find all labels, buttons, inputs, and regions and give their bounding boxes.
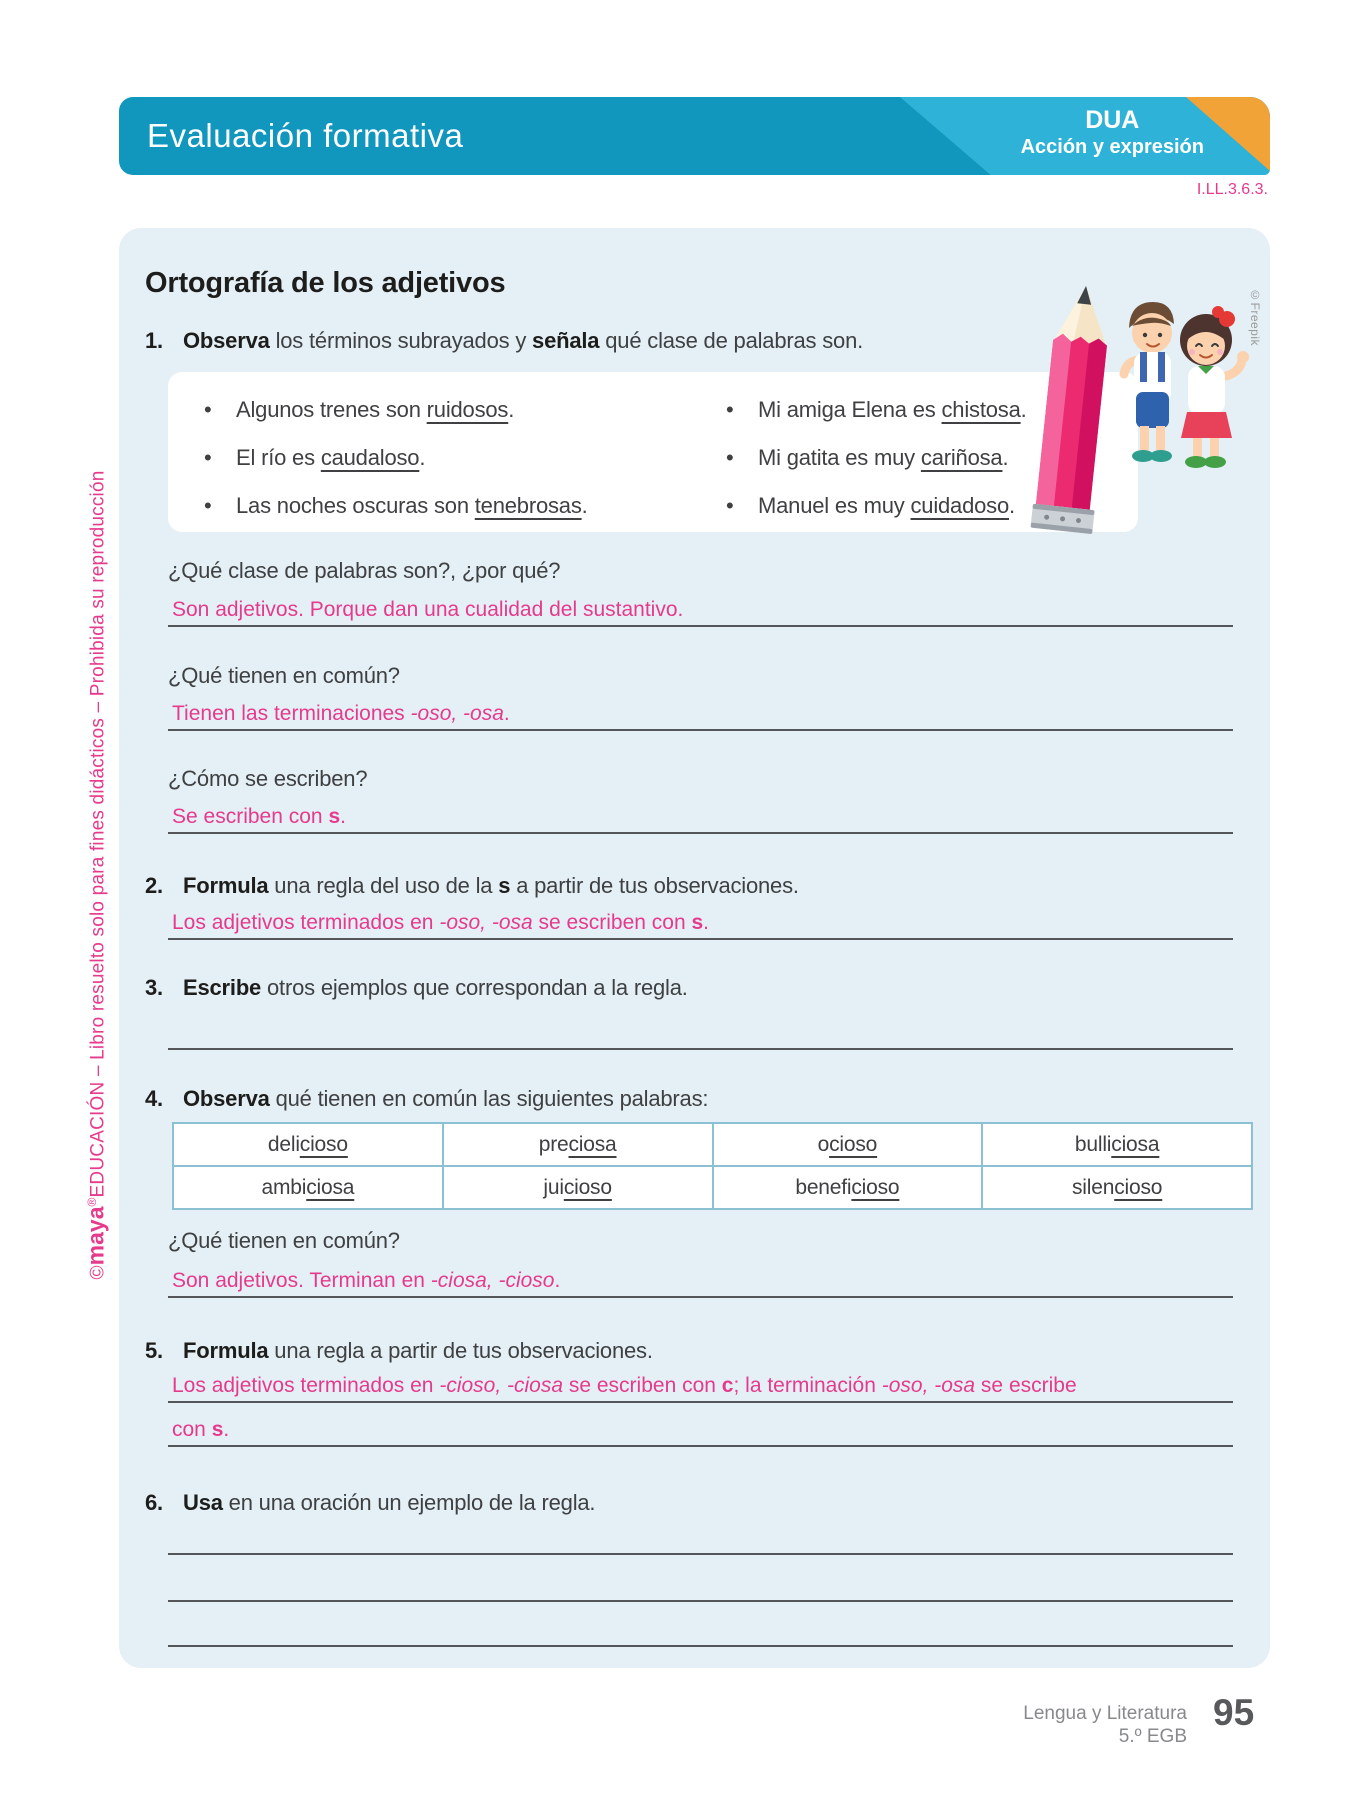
instruction-text: los términos subrayados y: [269, 328, 533, 353]
example-sentence: • Las noches oscuras son tenebrosas.: [236, 482, 588, 530]
underlined-adjective: ruidosos: [426, 397, 509, 422]
page-title: Evaluación formativa: [147, 117, 464, 154]
exercise-6-instruction: 6. Usa en una oración un ejemplo de la regla.: [145, 1490, 596, 1515]
question-how-written: ¿Cómo se escriben?: [168, 766, 368, 791]
exercise-2-instruction: 2. Formula una regla del uso de la s a partir de tus observaciones.: [145, 873, 799, 898]
question-common-1: ¿Qué tienen en común?: [168, 663, 400, 688]
kids-pencil-illustration: [1020, 240, 1270, 550]
dua-badge: [1021, 106, 1204, 159]
instruction-verb: Observa: [183, 328, 270, 353]
vocab-word: ocioso: [713, 1123, 983, 1166]
answer-common-2: Son adjetivos. Terminan en -ciosa, -cioso.: [168, 1264, 1233, 1298]
blank-answer-line[interactable]: [168, 1014, 1233, 1050]
exercise-number: 5.: [145, 1338, 163, 1363]
answer-common-1: Tienen las terminaciones -oso, -osa.: [168, 697, 1233, 731]
exercise-4-instruction: 4. Observa qué tienen en común las siguientes palabras:: [145, 1086, 709, 1111]
instruction-verb: señala: [532, 328, 600, 353]
orange-corner-decoration: [1184, 97, 1270, 171]
instruction-verb: Formula: [183, 873, 269, 898]
registered-symbol: ®: [85, 1197, 100, 1207]
blank-answer-line[interactable]: [168, 1611, 1233, 1647]
dua-badge-subtitle: Acción y expresión: [1020, 135, 1204, 158]
example-list-left: [236, 386, 588, 530]
image-credit: ©Freepik: [1248, 288, 1262, 347]
vocab-word: silencioso: [982, 1166, 1252, 1209]
header-band: [119, 97, 1270, 175]
table-row: [173, 1123, 1252, 1166]
answer-rule-c-line-2: con s.: [168, 1413, 1233, 1447]
underlined-adjective: cuidadoso: [910, 493, 1009, 518]
worksheet-title: Ortografía de los adjetivos: [145, 267, 506, 300]
instruction-verb: Observa: [183, 1086, 270, 1111]
copyright-symbol: ©: [87, 1265, 109, 1280]
dua-badge-title: DUA: [1085, 106, 1140, 134]
answer-rule-c-line-1: Los adjetivos terminados en -cioso, -ciosa se escriben con c; la terminación -oso, -osa se escribe: [168, 1369, 1233, 1403]
table-row: [173, 1166, 1252, 1209]
underlined-adjective: cariñosa: [920, 445, 1003, 470]
example-sentence: • El río es caudaloso.: [236, 434, 588, 482]
blank-answer-line[interactable]: [168, 1566, 1233, 1602]
footer-subject-name: Lengua y Literatura: [1023, 1703, 1187, 1724]
publisher-imprint: EDUCACIÓN: [87, 1081, 109, 1198]
example-sentence: • Mi amiga Elena es chistosa.: [758, 386, 1027, 434]
page-number: 95: [1213, 1692, 1255, 1733]
vocab-word: delicioso: [173, 1123, 443, 1166]
footer-subject: [1023, 1703, 1187, 1749]
vocab-word: preciosa: [443, 1123, 713, 1166]
example-sentence: • Mi gatita es muy cariñosa.: [758, 434, 1027, 482]
instruction-verb: Formula: [183, 1338, 269, 1363]
underlined-adjective: tenebrosas: [474, 493, 582, 518]
vocab-word: juicioso: [443, 1166, 713, 1209]
example-sentence: • Manuel es muy cuidadoso.: [758, 482, 1027, 530]
exercise-1-instruction: [145, 328, 863, 354]
exercise-3-instruction: 3. Escribe otros ejemplos que correspondan a la regla.: [145, 975, 688, 1000]
answer-rule-s: Los adjetivos terminados en -oso, -osa se escriben con s.: [168, 906, 1233, 940]
copyright-sidebar: [83, 470, 110, 1279]
legal-notice: – Libro resuelto solo para fines didácticos – Prohibida su reproducción: [87, 470, 109, 1082]
vocab-word: ambiciosa: [173, 1166, 443, 1209]
curriculum-standard-code: I.LL.3.6.3.: [1196, 181, 1268, 198]
instruction-verb: Usa: [183, 1490, 223, 1515]
answer-how-written: Se escriben con s.: [168, 800, 1233, 834]
exercise-5-instruction: 5. Formula una regla a partir de tus observaciones.: [145, 1338, 653, 1363]
girl-figure: [1180, 306, 1249, 468]
exercise-number: 4.: [145, 1086, 163, 1111]
pencil: [1030, 283, 1117, 534]
underlined-adjective: chistosa: [941, 397, 1021, 422]
example-sentences-box: [168, 372, 1138, 532]
exercise-number: 2.: [145, 873, 163, 898]
example-sentence: • Algunos trenes son ruidosos.: [236, 386, 588, 434]
underlined-adjective: caudaloso: [320, 445, 420, 470]
exercise-number: 3.: [145, 975, 163, 1000]
publisher-logo: maya: [82, 1206, 109, 1266]
question-word-class: ¿Qué clase de palabras son?, ¿por qué?: [168, 558, 561, 583]
instruction-verb: Escribe: [183, 975, 262, 1000]
question-common-2: ¿Qué tienen en común?: [168, 1228, 400, 1253]
answer-word-class: Son adjetivos. Porque dan una cualidad del sustantivo.: [168, 593, 1233, 627]
vocab-word: bulliciosa: [982, 1123, 1252, 1166]
exercise-number: 1.: [145, 328, 163, 353]
instruction-text: qué clase de palabras son.: [599, 328, 864, 353]
blank-answer-line[interactable]: [168, 1519, 1233, 1555]
exercise-number: 6.: [145, 1490, 163, 1515]
example-list-right: [758, 386, 1027, 530]
footer-grade: 5.º EGB: [1118, 1725, 1187, 1747]
vocab-word: beneficioso: [713, 1166, 983, 1209]
vocabulary-table: [172, 1122, 1253, 1210]
boy-figure: [1124, 302, 1174, 462]
